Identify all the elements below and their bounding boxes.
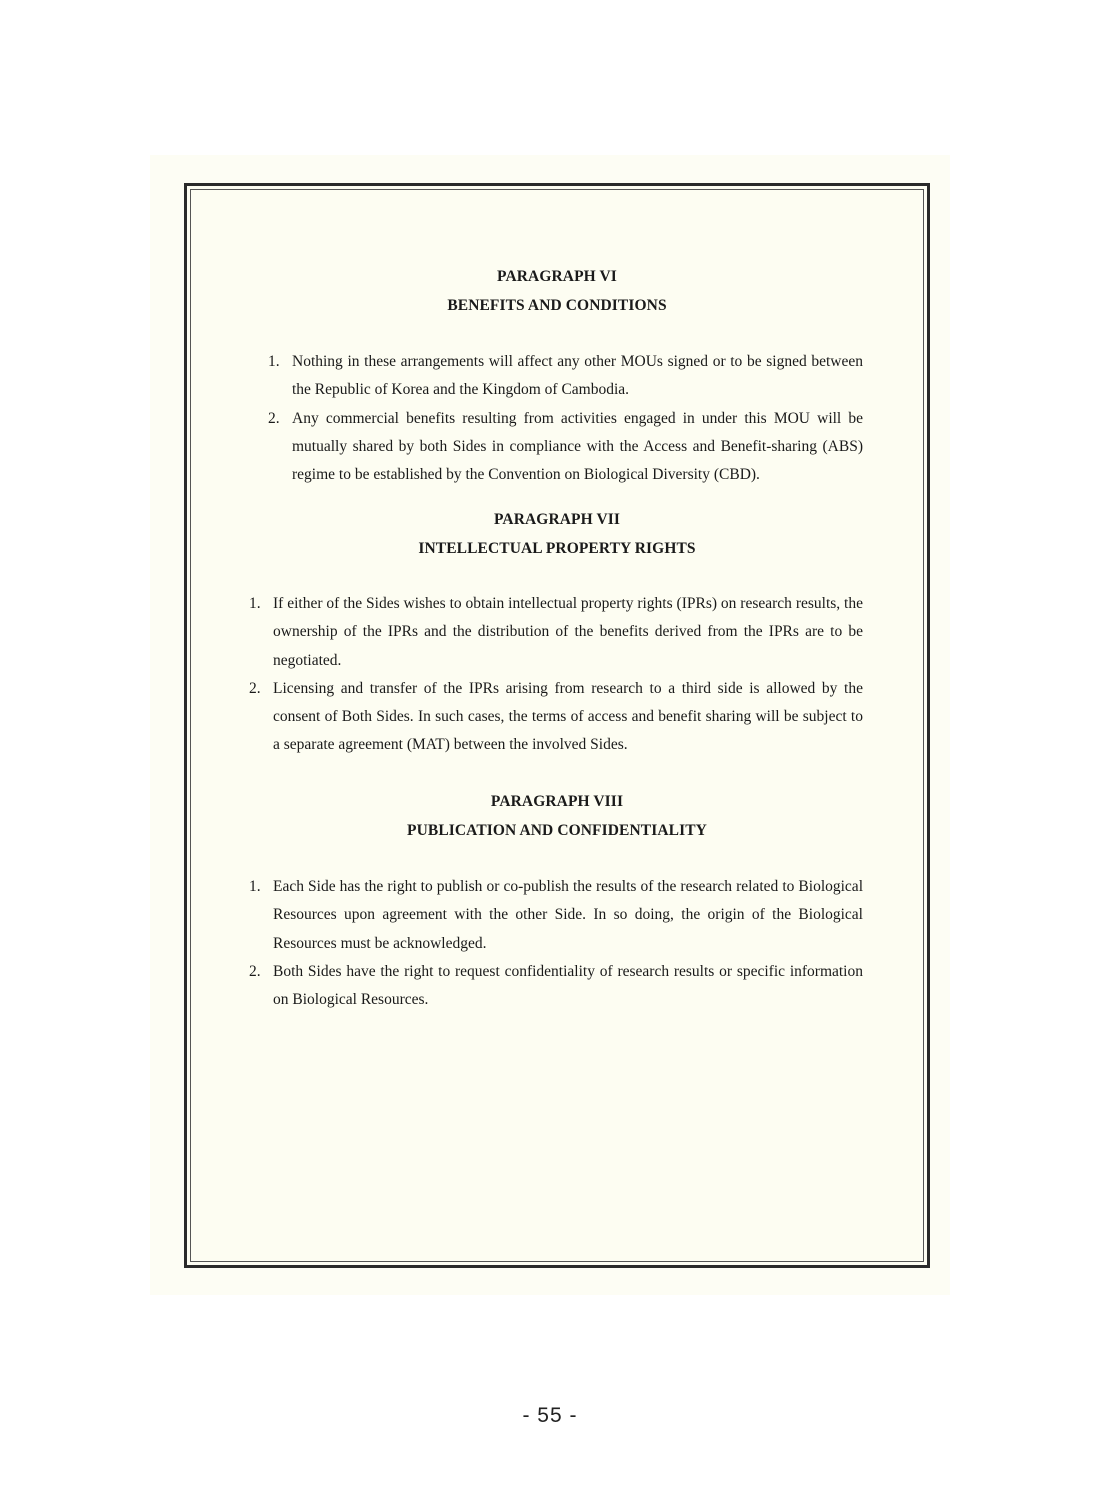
section-list-viii: [249, 873, 863, 1014]
paragraph-number: PARAGRAPH VI: [497, 268, 617, 285]
list-item-number: 1.: [268, 353, 280, 370]
list-item: [249, 958, 863, 1015]
list-item-text: Licensing and transfer of the IPRs arising from research to a third side is allowed by the consent of Both Sides. In such cases, the terms of access and benefit sharing will be subject to a separate agreement (MAT) between the involved Sides.: [273, 679, 863, 754]
list-item-number: 1.: [249, 878, 261, 895]
section-title: BENEFITS AND CONDITIONS: [447, 297, 667, 314]
section-list-vii: [249, 590, 863, 760]
list-item-text: Both Sides have the right to request confidentiality of research results or specific information on Biological Resources.: [273, 962, 863, 1009]
list-item: [268, 348, 863, 405]
paragraph-number: PARAGRAPH VIII: [490, 793, 624, 810]
paragraph-number: PARAGRAPH VII: [493, 511, 621, 528]
section-heading-vii: [184, 505, 930, 563]
section-title: PUBLICATION AND CONFIDENTIALITY: [407, 822, 707, 839]
list-item-number: 2.: [249, 679, 261, 697]
list-item-text: If either of the Sides wishes to obtain intellectual property rights (IPRs) on research results, the ownership of the IPRs and the distribution of the benefits derived from the IPRs are to be negotiated.: [273, 595, 863, 669]
page-number: - 55 -: [522, 1404, 578, 1427]
list-item-number: 1.: [249, 595, 261, 612]
list-item-text: Any commercial benefits resulting from activities engaged in under this MOU will be mutually shared by both Sides in compliance with the Access and Benefit-sharing (ABS) regime to be established by the Convention on Biological Diversity (CBD).: [292, 409, 863, 484]
list-item-text: Nothing in these arrangements will affect any other MOUs signed or to be signed between the Republic of Korea and the Kingdom of Cambodia.: [292, 353, 863, 399]
list-item: [249, 873, 863, 958]
list-item: [268, 405, 863, 490]
list-item: [249, 675, 863, 760]
section-title: INTELLECTUAL PROPERTY RIGHTS: [418, 540, 696, 557]
section-heading-viii: [184, 787, 930, 845]
list-item-text: Each Side has the right to publish or co-publish the results of the research related to Biological Resources upon agreement with the other Side. In so doing, the origin of the Biological Resources must be acknowledged.: [273, 878, 863, 952]
list-item-number: 2.: [268, 409, 280, 427]
list-item-number: 2.: [249, 962, 261, 980]
list-item: [249, 590, 863, 675]
section-list-vi: [268, 348, 863, 489]
section-heading-vi: [184, 262, 930, 320]
